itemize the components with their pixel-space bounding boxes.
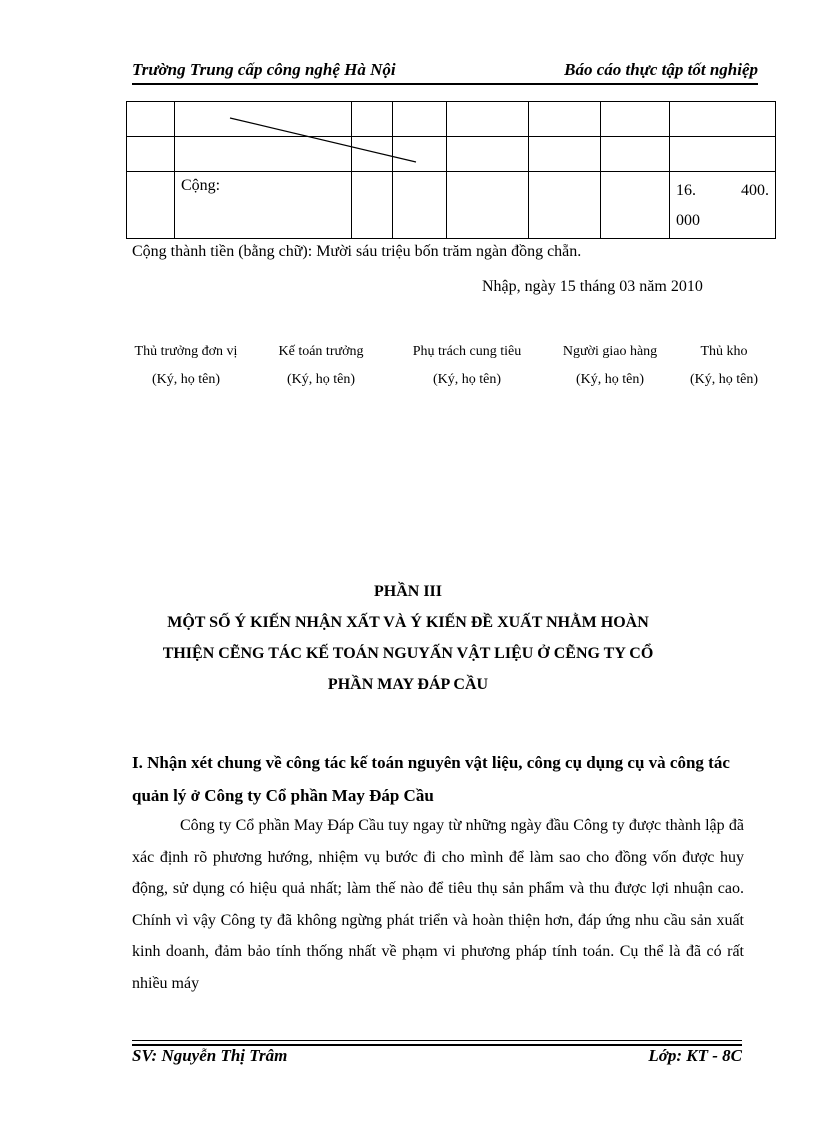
subsection-heading: I. Nhận xét chung về công tác kế toán nguyên vật liệu, công cụ dụng cụ và công tác quản lý ở Công ty Cổ phần May Đáp Cầu bbox=[132, 753, 730, 805]
total-amount-cell bbox=[670, 172, 776, 239]
signer-sign-note: (Ký, họ tên) bbox=[151, 372, 221, 387]
signer-role: Phụ trách cung tiêu bbox=[412, 344, 522, 359]
signature-block bbox=[120, 344, 770, 394]
total-label: Cộng: bbox=[181, 177, 221, 194]
footer-divider bbox=[132, 1040, 742, 1041]
header-divider bbox=[132, 83, 758, 85]
signer-sign-note: (Ký, họ tên) bbox=[689, 372, 759, 387]
table-row bbox=[127, 102, 776, 137]
signer-role: Người giao hàng bbox=[562, 344, 658, 359]
diagonal-strike-line bbox=[228, 116, 420, 164]
section-part: PHẦN III bbox=[373, 583, 442, 600]
body-paragraph bbox=[132, 810, 744, 999]
signer-sign-note: (Ký, họ tên) bbox=[286, 372, 356, 387]
signer-deliverer bbox=[550, 344, 670, 388]
header-school: Trường Trung cấp công nghệ Hà Nội bbox=[132, 60, 396, 79]
section-title-line1: MỘT SỐ Ý KIẾN NHẬN XẤT VÀ Ý KIẾN ĐỀ XUẤT NHẰM HOÀN bbox=[167, 614, 649, 631]
total-in-words: Cộng thành tiền (bằng chữ): Mười sáu triệu bốn trăm ngàn đồng chẵn. bbox=[132, 243, 582, 260]
total-amount-part2: 400. bbox=[741, 182, 769, 199]
table-total-row bbox=[127, 172, 776, 239]
paragraph-text: Công ty Cổ phần May Đáp Cầu tuy ngay từ những ngày đầu Công ty được thành lập đã xác định rõ phương hướng, nhiệm vụ bước đi cho mình để làm sao cho đồng vốn được huy động, sử dụng có hiệu quả nhất; làm thế nào để tiêu thụ sản phẩm và thu được lợi nhuận cao. Chính vì vậy Công ty đã không ngừng phát triển và hoàn thiện hơn, đáp ứng nhu cầu sản xuất kinh doanh, đảm bảo tính thống nhất về phạm vi phương pháp tính toán. Cụ thể là đã có rất nhiều máy bbox=[132, 817, 744, 992]
signer-unit-head bbox=[120, 344, 252, 388]
signer-storekeeper bbox=[678, 344, 770, 388]
header-report-title: Báo cáo thực tập tốt nghiệp bbox=[564, 60, 758, 79]
goods-receipt-table bbox=[126, 101, 776, 239]
signer-role: Kế toán trưởng bbox=[278, 344, 364, 359]
total-amount-part3: 000 bbox=[676, 212, 700, 229]
signer-role: Thủ kho bbox=[700, 344, 748, 359]
section-title bbox=[130, 576, 686, 700]
table-row bbox=[127, 137, 776, 172]
page-header bbox=[132, 58, 758, 84]
signer-sign-note: (Ký, họ tên) bbox=[432, 372, 502, 387]
receipt-date: Nhập, ngày 15 tháng 03 năm 2010 bbox=[482, 278, 703, 295]
signer-sign-note: (Ký, họ tên) bbox=[575, 372, 645, 387]
footer-class: Lớp: KT - 8C bbox=[648, 1046, 742, 1065]
signer-supply-manager bbox=[396, 344, 538, 388]
section-title-line2: THIỆN CẼNG TÁC KẾ TOÁN NGUYẤN VẬT LIỆU Ở CẼNG TY CỔ bbox=[162, 645, 654, 662]
footer-student: SV: Nguyễn Thị Trâm bbox=[132, 1046, 288, 1065]
page-footer bbox=[132, 1046, 742, 1070]
total-amount-part1: 16. bbox=[676, 182, 696, 199]
section-title-line3: PHẦN MAY ĐÁP CẦU bbox=[327, 676, 489, 693]
signer-role: Thủ trưởng đơn vị bbox=[134, 344, 238, 359]
signer-chief-accountant bbox=[263, 344, 379, 388]
